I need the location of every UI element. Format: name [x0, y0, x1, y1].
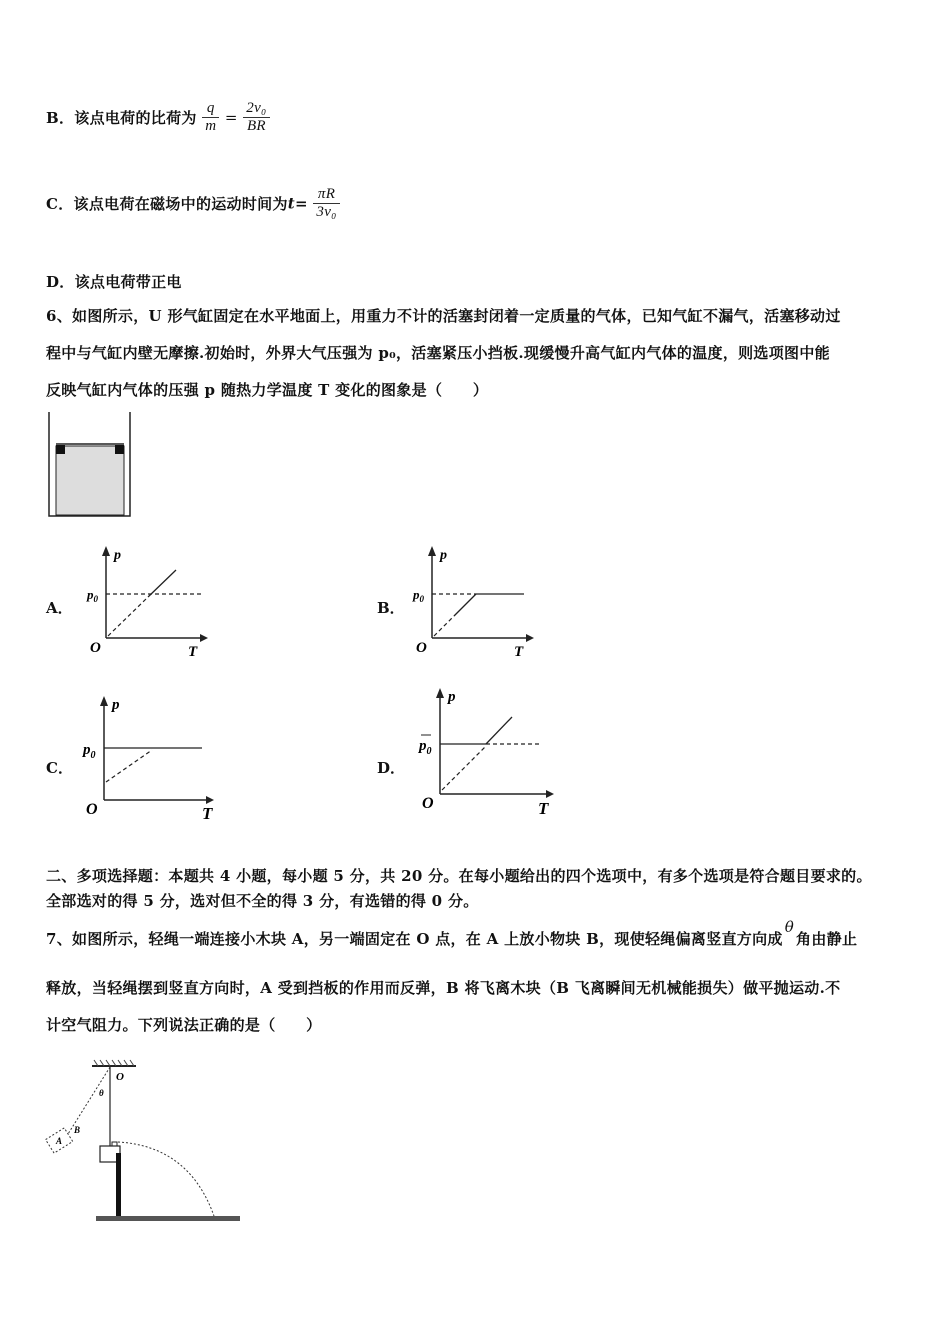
angle-theta-label: θ: [99, 1088, 104, 1098]
q5-option-b-rhs-fraction: [243, 100, 269, 135]
cylinder-figure: [46, 410, 136, 520]
graph-a-origin-label: O: [90, 640, 101, 656]
cylinder-diagram: [46, 410, 136, 520]
stopper-post: [116, 1153, 121, 1216]
graph-d-p0-p: p: [419, 738, 427, 754]
q5-option-b-prefix: B．该点电荷的比荷为: [46, 109, 197, 127]
gas-region: [56, 446, 124, 515]
left-stopper: [56, 445, 65, 454]
graph-a-svg: [84, 542, 224, 662]
q5-option-c-num: πR: [313, 186, 339, 204]
q5-option-b-rhs-num: 2v₀: [243, 100, 269, 118]
graph-a-y-arrow: [102, 546, 110, 556]
block-a-label: A: [56, 1136, 63, 1146]
q6-stem-line-3: 反映气缸内气体的压强 p 随热力学温度 T 变化的图象是（ ）: [46, 381, 489, 399]
graph-d-rising-line: [486, 717, 512, 744]
q6-option-b-label: B．: [377, 599, 405, 617]
graph-b-svg: [410, 542, 550, 662]
graph-c-dashed-line: [106, 750, 152, 782]
q6-stem-line-2: 程中与气缸内壁无摩擦.初始时，外界大气压强为 p₀，活塞紧压小挡板.现缓慢升高气缸内气体的温度，则选项图中能: [46, 344, 830, 362]
graph-b-p-label: p: [440, 548, 447, 563]
q5-option-b: [46, 100, 270, 135]
graph-d-p0-label: [417, 738, 432, 757]
graph-c-p0-label: [81, 742, 96, 761]
graph-b: [410, 542, 550, 662]
pivot-o-label: O: [116, 1071, 124, 1083]
graph-d-x-arrow: [546, 790, 554, 798]
graph-c-p-label: p: [112, 697, 120, 713]
graph-c-p0-sub: 0: [90, 750, 96, 761]
graph-a-p-label: p: [114, 548, 121, 563]
q5-option-c-fraction: [313, 186, 339, 221]
graph-c-x-arrow: [206, 796, 214, 804]
q5-option-c-den: 3v₀: [316, 204, 337, 220]
pendulum-figure: [44, 1058, 249, 1233]
right-stopper: [115, 445, 124, 454]
graph-d-t-label: T: [538, 799, 549, 818]
graph-a-solid-line: [148, 570, 176, 597]
graph-d: [416, 680, 566, 825]
q7-stem-line-1b: 角由静止: [796, 930, 858, 948]
q6-option-d-label: D．: [377, 759, 406, 777]
graph-c-svg: [80, 690, 230, 825]
q5-option-d: D．该点电荷带正电: [46, 273, 182, 291]
graph-c: [80, 690, 230, 825]
q5-option-c-var: t: [287, 194, 295, 213]
block-b-label: B: [74, 1125, 81, 1135]
graph-c-p0-p: p: [83, 742, 91, 758]
q5-option-c-eq: =: [294, 194, 308, 213]
graph-d-origin-label: O: [422, 795, 434, 812]
q7-stem-line-3: 计空气阻力。下列说法正确的是（ ）: [46, 1016, 322, 1034]
graph-a-t-label: T: [188, 644, 198, 660]
tilted-rope: [68, 1067, 110, 1134]
graph-a-p0-p: p: [87, 587, 94, 602]
graph-b-t-label: T: [514, 644, 524, 660]
graph-d-svg: [416, 680, 566, 825]
q6-stem-line-1: 6、如图所示，U 形气缸固定在水平地面上，用重力不计的活塞封闭着一定质量的气体，已知气缸不漏气，活塞移动过: [46, 307, 841, 325]
graph-c-origin-label: O: [86, 801, 98, 818]
q5-option-c-prefix: C．该点电荷在磁场中的运动时间为: [46, 195, 288, 213]
graph-a-x-arrow: [200, 634, 208, 642]
section2-line-2: 全部选对的得 5 分，选对但不全的得 3 分，有选错的得 0 分。: [46, 892, 479, 910]
graph-d-dashed-line: [442, 746, 486, 790]
ground: [96, 1216, 240, 1221]
graph-d-p0-sub: 0: [426, 746, 432, 757]
graph-d-y-arrow: [436, 688, 444, 698]
projectile-trajectory: [118, 1142, 214, 1216]
graph-b-dashed-line: [434, 616, 454, 636]
graph-d-p-label: p: [448, 689, 456, 705]
graph-b-y-arrow: [428, 546, 436, 556]
graph-b-rising-line: [454, 594, 476, 616]
q6-option-c-label: C．: [46, 759, 73, 777]
q7-stem-line-2: 释放，当轻绳摆到竖直方向时，A 受到挡板的作用而反弹，B 将飞离木块（B 飞离瞬间无机械能损失）做平抛运动.不: [46, 979, 841, 997]
q5-option-b-lhs-num: q: [202, 100, 219, 118]
q7-stem-line-1: [46, 918, 858, 949]
pendulum-diagram: [44, 1058, 249, 1233]
q5-option-c: [46, 186, 340, 221]
graph-c-y-arrow: [100, 696, 108, 706]
graph-a-p0-label: [86, 587, 99, 604]
q7-stem-line-1a: 7、如图所示，轻绳一端连接小木块 A，另一端固定在 O 点，在 A 上放小物块 B，现使轻绳偏离竖直方向成: [46, 930, 783, 948]
q5-option-b-eq: =: [224, 108, 238, 127]
graph-a-dashed-line: [108, 597, 148, 636]
q5-option-b-lhs-den: m: [205, 118, 217, 134]
q7-theta: θ: [784, 918, 795, 936]
q6-option-a-label: A．: [46, 599, 73, 617]
graph-a-p0-sub: 0: [93, 594, 98, 604]
graph-a: [84, 542, 224, 662]
graph-b-p0-label: [412, 587, 425, 604]
section2-line-1: 二、多项选择题：本题共 4 小题，每小题 5 分，共 20 分。在每小题给出的四个选项中，有多个选项是符合题目要求的。: [46, 867, 872, 885]
q5-option-b-lhs-fraction: [202, 100, 219, 135]
graph-c-t-label: T: [202, 804, 213, 823]
graph-b-x-arrow: [526, 634, 534, 642]
graph-b-p0-sub: 0: [419, 594, 424, 604]
graph-b-p0-p: p: [413, 587, 420, 602]
graph-b-origin-label: O: [416, 640, 427, 656]
q5-option-b-rhs-den: BR: [246, 118, 266, 134]
